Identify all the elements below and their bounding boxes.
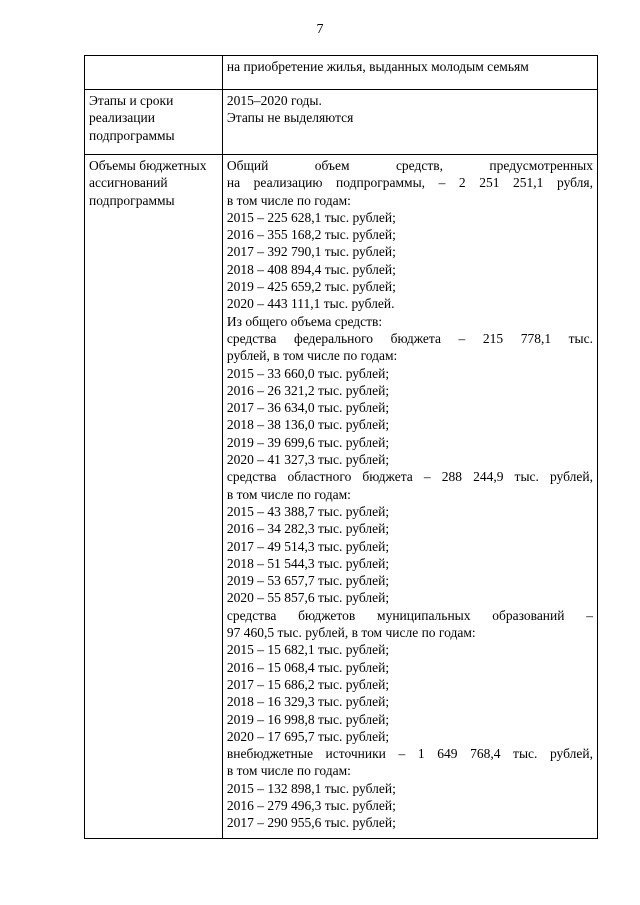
label-line: подпрограммы bbox=[89, 192, 175, 208]
value-line: 2018 – 408 894,4 тыс. рублей; bbox=[226, 261, 396, 277]
row-value-cell bbox=[222, 155, 597, 839]
label-line: Объемы бюджетных bbox=[89, 158, 207, 173]
value-line: 2015–2020 годы. bbox=[226, 93, 322, 108]
value-line: средства бюджетов муниципальных образований – bbox=[226, 607, 593, 623]
value-line: 2016 – 279 496,3 тыс. рублей; bbox=[226, 797, 396, 813]
value-line: 2016 – 15 068,4 тыс. рублей; bbox=[226, 659, 390, 675]
value-line: 97 460,5 тыс. рублей, в том числе по годам: bbox=[226, 625, 476, 641]
value-line: Этапы не выделяются bbox=[226, 110, 354, 126]
value-line: 2020 – 443 111,1 тыс. рублей. bbox=[226, 296, 395, 312]
label-line: ассигнований bbox=[89, 175, 168, 191]
value-line: 2015 – 132 898,1 тыс. рублей; bbox=[226, 780, 396, 796]
value-line: 2018 – 16 329,3 тыс. рублей; bbox=[226, 694, 390, 710]
value-line: в том числе по годам: bbox=[226, 192, 351, 208]
subprogram-passport-table bbox=[84, 55, 598, 839]
table-row-budget bbox=[85, 155, 598, 839]
value-line: 2017 – 15 686,2 тыс. рублей; bbox=[226, 676, 390, 692]
value-line: рублей, в том числе по годам: bbox=[226, 348, 398, 364]
value-line: 2019 – 16 998,8 тыс. рублей; bbox=[226, 711, 390, 727]
value-line: 2016 – 34 282,3 тыс. рублей; bbox=[226, 521, 390, 537]
value-line: внебюджетные источники – 1 649 768,4 тыс. рублей, bbox=[226, 746, 593, 762]
value-line: 2018 – 38 136,0 тыс. рублей; bbox=[226, 417, 390, 433]
value-line: 2017 – 49 514,3 тыс. рублей; bbox=[226, 538, 390, 554]
value-line: 2018 – 51 544,3 тыс. рублей; bbox=[226, 555, 390, 571]
value-line: 2017 – 36 634,0 тыс. рублей; bbox=[226, 400, 390, 416]
page-number: 7 bbox=[316, 22, 324, 37]
value-line: 2019 – 425 659,2 тыс. рублей; bbox=[226, 279, 396, 295]
value-line: на приобретение жилья, выданных молодым семьям bbox=[226, 59, 529, 74]
value-line: 2020 – 55 857,6 тыс. рублей; bbox=[226, 590, 390, 606]
value-line: в том числе по годам: bbox=[226, 486, 351, 502]
row-label-cell bbox=[85, 56, 223, 90]
table-row-stages bbox=[85, 90, 598, 155]
value-line: средства областного бюджета – 288 244,9 тыс. рублей, bbox=[226, 469, 593, 485]
label-line: реализации bbox=[89, 110, 155, 126]
value-line: 2019 – 53 657,7 тыс. рублей; bbox=[226, 573, 390, 589]
table-row-continuation bbox=[85, 56, 598, 90]
value-line: 2016 – 26 321,2 тыс. рублей; bbox=[226, 382, 390, 398]
value-line: 2019 – 39 699,6 тыс. рублей; bbox=[226, 434, 390, 450]
value-line: Общий объем средств, предусмотренных bbox=[226, 158, 593, 173]
row-value-cell bbox=[222, 90, 597, 155]
value-line: 2020 – 41 327,3 тыс. рублей; bbox=[226, 452, 390, 468]
row-label-cell bbox=[85, 90, 223, 155]
value-line: 2015 – 15 682,1 тыс. рублей; bbox=[226, 642, 390, 658]
value-line: на реализацию подпрограммы, – 2 251 251,1 рубля, bbox=[226, 175, 593, 191]
label-line: Этапы и сроки bbox=[89, 93, 174, 108]
value-line: 2015 – 33 660,0 тыс. рублей; bbox=[226, 365, 390, 381]
value-line: 2017 – 392 790,1 тыс. рублей; bbox=[226, 244, 396, 260]
row-value-cell bbox=[222, 56, 597, 90]
value-line: в том числе по годам: bbox=[226, 763, 351, 779]
row-label-cell bbox=[85, 155, 223, 839]
value-line: 2016 – 355 168,2 тыс. рублей; bbox=[226, 227, 396, 243]
value-line: Из общего объема средств: bbox=[226, 313, 383, 329]
value-line: 2017 – 290 955,6 тыс. рублей; bbox=[226, 815, 396, 831]
value-line: 2020 – 17 695,7 тыс. рублей; bbox=[226, 728, 390, 744]
value-line: 2015 – 43 388,7 тыс. рублей; bbox=[226, 503, 390, 519]
label-line: подпрограммы bbox=[89, 127, 175, 143]
value-line: 2015 – 225 628,1 тыс. рублей; bbox=[226, 209, 396, 225]
value-line: средства федерального бюджета – 215 778,1 тыс. bbox=[226, 330, 593, 346]
